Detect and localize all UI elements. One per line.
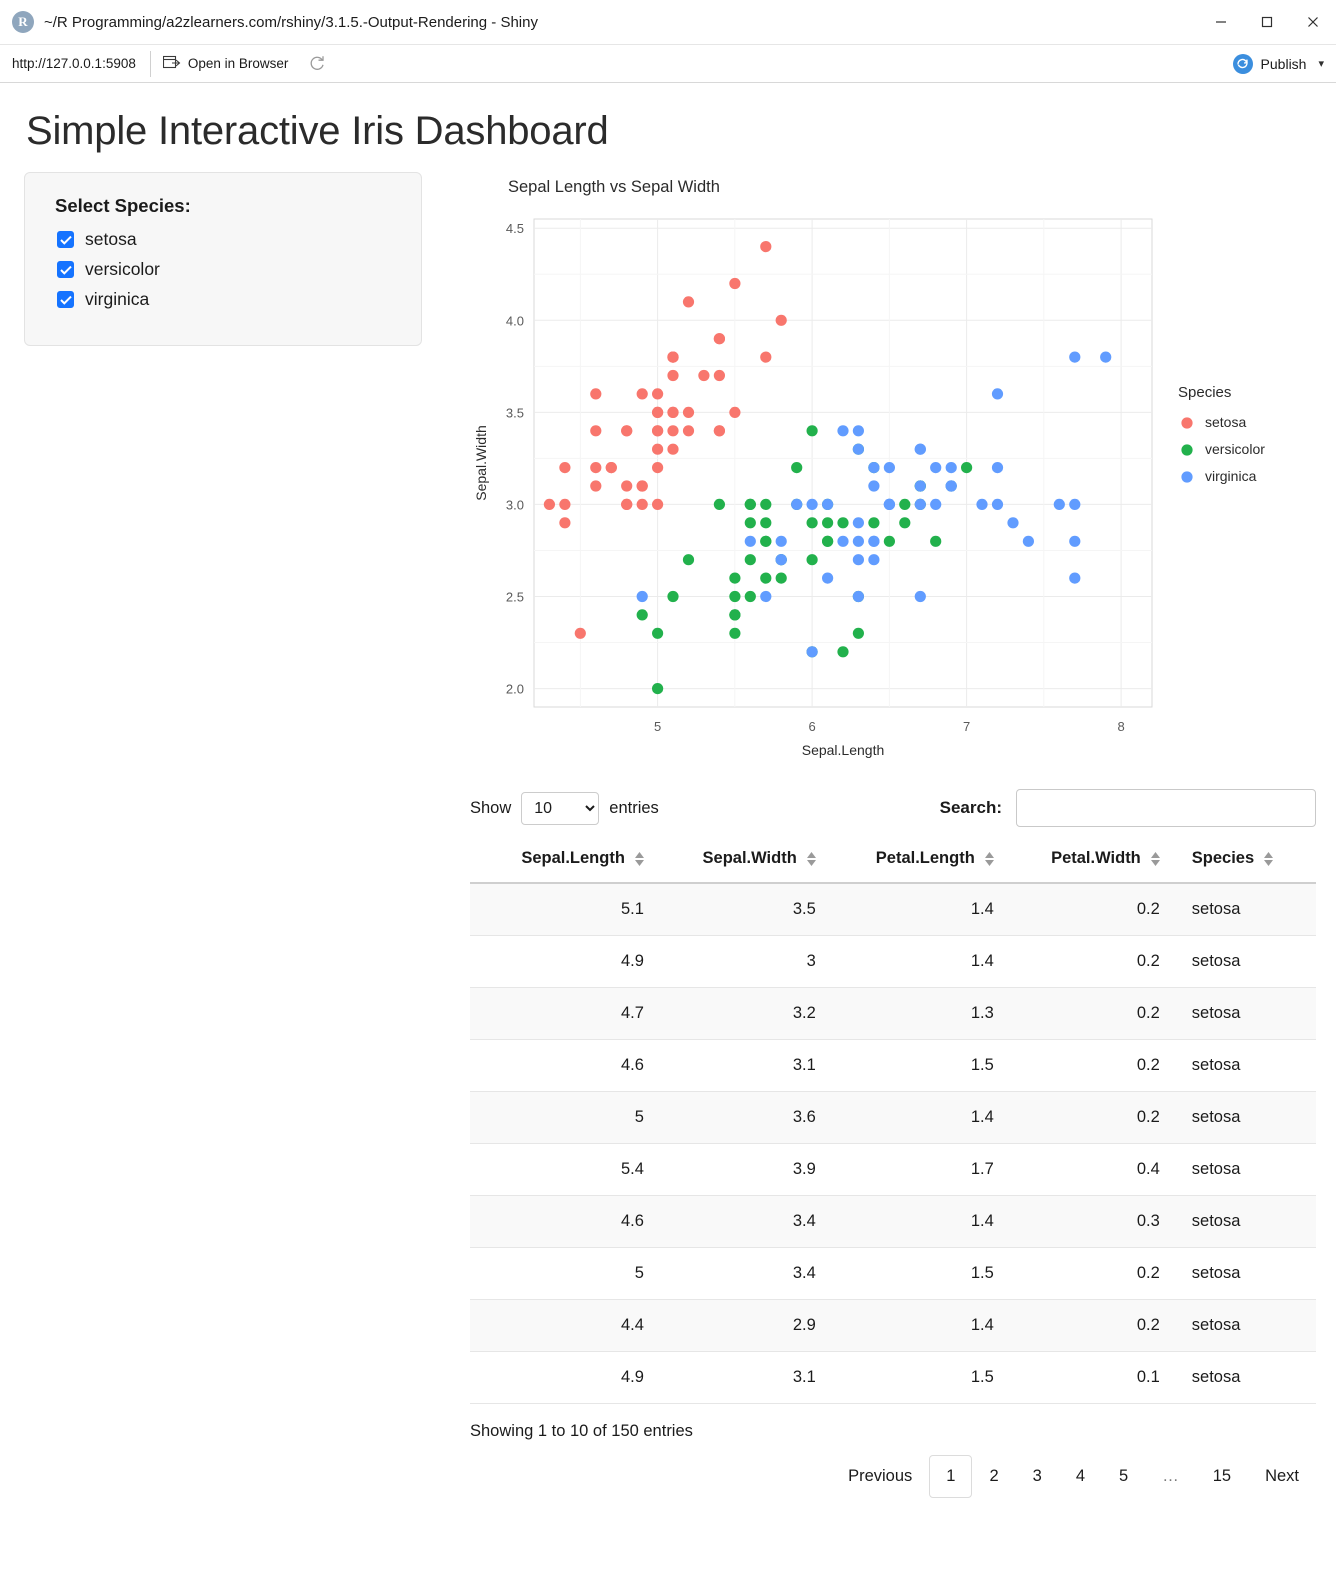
svg-text:4.0: 4.0 xyxy=(505,313,524,329)
sort-icon[interactable] xyxy=(1151,852,1160,866)
entries-per-page-select[interactable] xyxy=(521,792,599,825)
pagination-page-2[interactable]: 2 xyxy=(989,1467,999,1485)
table-info: Showing 1 to 10 of 150 entries xyxy=(470,1422,693,1440)
table-cell: 1.7 xyxy=(826,1144,1004,1196)
table-cell: 5 xyxy=(470,1092,654,1144)
table-cell: 1.4 xyxy=(826,936,1004,988)
species-filter-panel xyxy=(24,172,422,346)
checkbox-virginica[interactable] xyxy=(57,289,395,310)
table-cell: setosa xyxy=(1170,1040,1316,1092)
table-cell: 1.4 xyxy=(826,883,1004,936)
table-row[interactable] xyxy=(470,936,1316,988)
column-label: Sepal.Width xyxy=(702,849,797,867)
svg-text:Sepal.Width: Sepal.Width xyxy=(473,425,489,501)
scatter-plot-canvas xyxy=(466,197,1312,777)
column-header-species[interactable] xyxy=(1170,849,1316,883)
pagination-page-1[interactable]: 1 xyxy=(929,1455,972,1498)
table-cell: 0.2 xyxy=(1004,936,1170,988)
svg-text:Sepal.Length: Sepal.Length xyxy=(801,742,885,758)
table-cell: 1.4 xyxy=(826,1196,1004,1248)
checkbox-label: virginica xyxy=(85,289,150,309)
column-label: Sepal.Length xyxy=(521,849,625,867)
pagination-page-5[interactable]: 5 xyxy=(1119,1467,1129,1485)
pagination-previous[interactable]: Previous xyxy=(848,1467,913,1485)
svg-text:versicolor: versicolor xyxy=(1205,441,1265,457)
table-cell: 0.1 xyxy=(1004,1352,1170,1404)
app-page xyxy=(0,109,1336,1498)
table-row[interactable] xyxy=(470,1092,1316,1144)
table-cell: 3.2 xyxy=(654,988,826,1040)
checkbox-setosa[interactable] xyxy=(57,229,395,250)
table-cell: 1.4 xyxy=(826,1300,1004,1352)
minimize-button[interactable] xyxy=(1198,0,1244,45)
table-cell: 1.5 xyxy=(826,1352,1004,1404)
table-cell: 3 xyxy=(654,936,826,988)
table-cell: setosa xyxy=(1170,1144,1316,1196)
table-body xyxy=(470,883,1316,1404)
publish-label: Publish xyxy=(1260,55,1307,72)
table-cell: 1.5 xyxy=(826,1040,1004,1092)
table-cell: 0.2 xyxy=(1004,1040,1170,1092)
open-in-browser-label: Open in Browser xyxy=(187,56,289,71)
svg-text:6: 6 xyxy=(808,719,816,734)
page-title: Simple Interactive Iris Dashboard xyxy=(26,109,609,153)
table-cell: 4.6 xyxy=(470,1196,654,1248)
table-cell: 5.4 xyxy=(470,1144,654,1196)
table-cell: 0.2 xyxy=(1004,883,1170,936)
publish-icon xyxy=(1233,54,1253,74)
column-header-petal-width[interactable] xyxy=(1004,849,1170,883)
search-input[interactable] xyxy=(1016,789,1316,827)
table-cell: setosa xyxy=(1170,1248,1316,1300)
table-cell: 1.3 xyxy=(826,988,1004,1040)
pagination xyxy=(470,1455,1316,1498)
table-row[interactable] xyxy=(470,1144,1316,1196)
pagination-ellipsis[interactable]: … xyxy=(1162,1467,1179,1485)
close-button[interactable] xyxy=(1290,0,1336,45)
svg-text:3.0: 3.0 xyxy=(505,497,524,513)
sort-icon[interactable] xyxy=(1264,852,1273,866)
table-cell: 3.5 xyxy=(654,883,826,936)
table-cell: 0.2 xyxy=(1004,1092,1170,1144)
svg-text:5: 5 xyxy=(653,719,662,734)
table-cell: 3.4 xyxy=(654,1248,826,1300)
checkbox-label: versicolor xyxy=(85,259,160,279)
window-titlebar xyxy=(0,0,1336,45)
table-row[interactable] xyxy=(470,1248,1316,1300)
window-title: ~/R Programming/a2zlearners.com/rshiny/3.1.5.-Output-Rendering - Shiny xyxy=(44,13,538,31)
table-cell: 0.3 xyxy=(1004,1196,1170,1248)
column-header-petal-length[interactable] xyxy=(826,849,1004,883)
table-cell: 5.1 xyxy=(470,883,654,936)
show-entries-label: Show xyxy=(470,798,512,817)
sort-icon[interactable] xyxy=(635,852,644,866)
table-cell: setosa xyxy=(1170,883,1316,936)
reload-icon[interactable] xyxy=(300,45,334,83)
column-header-sepal-length[interactable] xyxy=(470,849,654,883)
svg-text:virginica: virginica xyxy=(1205,468,1257,484)
svg-text:Species: Species xyxy=(1178,384,1232,401)
table-cell: 0.2 xyxy=(1004,1248,1170,1300)
table-row[interactable] xyxy=(470,1352,1316,1404)
column-label: Petal.Width xyxy=(1051,849,1141,867)
table-cell: 5 xyxy=(470,1248,654,1300)
column-label: Species xyxy=(1191,849,1255,867)
svg-text:7: 7 xyxy=(962,719,971,734)
svg-text:8: 8 xyxy=(1117,719,1125,734)
table-cell: 4.9 xyxy=(470,936,654,988)
search-label: Search: xyxy=(939,798,1002,817)
iris-table xyxy=(470,849,1316,1404)
checkbox-checked-icon[interactable] xyxy=(57,291,74,308)
main-content xyxy=(24,172,1312,777)
table-cell: setosa xyxy=(1170,988,1316,1040)
table-cell: 4.7 xyxy=(470,988,654,1040)
table-cell: 2.9 xyxy=(654,1300,826,1352)
url-display[interactable]: http://127.0.0.1:5908 xyxy=(0,51,151,77)
maximize-button[interactable] xyxy=(1244,0,1290,45)
table-cell: 3.6 xyxy=(654,1092,826,1144)
table-cell: 4.4 xyxy=(470,1300,654,1352)
svg-text:3.5: 3.5 xyxy=(505,405,524,421)
table-cell: 4.6 xyxy=(470,1040,654,1092)
checkbox-versicolor[interactable] xyxy=(57,259,395,280)
table-row[interactable] xyxy=(470,1196,1316,1248)
entries-label: entries xyxy=(609,798,659,817)
table-cell: 0.4 xyxy=(1004,1144,1170,1196)
window-controls xyxy=(1198,0,1336,45)
pagination-page-4[interactable]: 4 xyxy=(1075,1467,1086,1485)
plot-title: Sepal Length vs Sepal Width xyxy=(508,178,720,196)
table-cell: setosa xyxy=(1170,1196,1316,1248)
publish-button[interactable] xyxy=(1233,54,1313,74)
table-row[interactable] xyxy=(470,988,1316,1040)
table-cell: 3.9 xyxy=(654,1144,826,1196)
pagination-page-3[interactable]: 3 xyxy=(1032,1467,1042,1485)
column-label: Petal.Length xyxy=(875,849,975,867)
table-head xyxy=(470,849,1316,883)
pagination-page-15[interactable]: 15 xyxy=(1212,1467,1232,1485)
table-cell: setosa xyxy=(1170,936,1316,988)
svg-text:2.5: 2.5 xyxy=(505,589,524,605)
pagination-next[interactable]: Next xyxy=(1265,1467,1299,1485)
table-cell: 3.1 xyxy=(654,1040,826,1092)
species-filter-heading: Select Species: xyxy=(55,195,191,216)
app-icon: R xyxy=(12,11,34,33)
svg-text:2.0: 2.0 xyxy=(505,681,524,697)
checkbox-checked-icon[interactable] xyxy=(57,261,74,278)
scatter-plot xyxy=(466,172,1312,777)
table-cell: setosa xyxy=(1170,1092,1316,1144)
app-toolbar xyxy=(0,45,1336,83)
svg-text:setosa: setosa xyxy=(1205,414,1247,430)
sort-icon[interactable] xyxy=(807,852,816,866)
table-cell: 0.2 xyxy=(1004,1300,1170,1352)
iris-datatable xyxy=(470,789,1316,1498)
table-cell: 1.4 xyxy=(826,1092,1004,1144)
table-row[interactable] xyxy=(470,1040,1316,1092)
open-in-browser-button[interactable] xyxy=(151,45,301,83)
table-header-row xyxy=(470,849,1316,883)
table-cell: setosa xyxy=(1170,1300,1316,1352)
publish-dropdown-caret[interactable]: ▾ xyxy=(1318,58,1324,70)
table-row[interactable] xyxy=(470,883,1316,936)
page-footer-ghost xyxy=(24,1552,29,1572)
open-in-browser-icon xyxy=(163,54,181,73)
table-row[interactable] xyxy=(470,1300,1316,1352)
table-cell: 3.4 xyxy=(654,1196,826,1248)
column-header-sepal-width[interactable] xyxy=(654,849,826,883)
checkbox-checked-icon[interactable] xyxy=(57,231,74,248)
table-search xyxy=(940,789,1316,827)
sort-icon[interactable] xyxy=(985,852,994,866)
datatable-controls xyxy=(470,789,1316,827)
table-cell: 0.2 xyxy=(1004,988,1170,1040)
table-cell: setosa xyxy=(1170,1352,1316,1404)
table-cell: 1.5 xyxy=(826,1248,1004,1300)
checkbox-label: setosa xyxy=(85,229,137,249)
table-cell: 3.1 xyxy=(654,1352,826,1404)
table-cell: 4.9 xyxy=(470,1352,654,1404)
svg-text:4.5: 4.5 xyxy=(505,221,524,237)
